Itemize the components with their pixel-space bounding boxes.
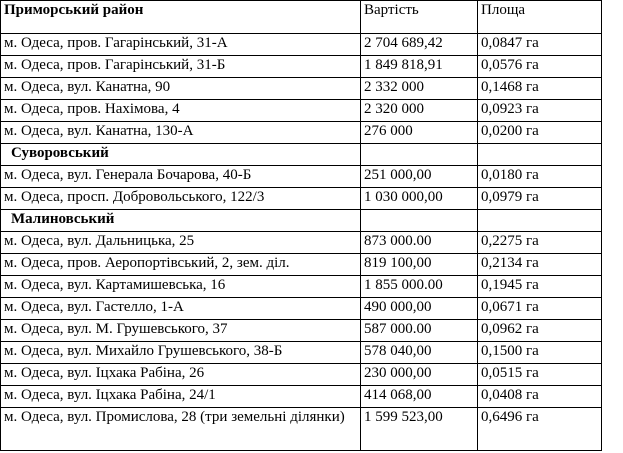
address-cell: м. Одеса, вул. Іцхака Рабіна, 26 bbox=[1, 364, 361, 386]
table-row bbox=[1, 364, 602, 386]
area-cell: 0,0979 га bbox=[478, 188, 602, 210]
address-cell: м. Одеса, вул. Картамишевська, 16 bbox=[1, 276, 361, 298]
address-cell: м. Одеса, вул. Канатна, 90 bbox=[1, 78, 361, 100]
table-row bbox=[1, 298, 602, 320]
section-title: Суворовський bbox=[1, 144, 361, 166]
address-cell: м. Одеса, вул. Гастелло, 1-А bbox=[1, 298, 361, 320]
area-cell: 0,0671 га bbox=[478, 298, 602, 320]
table-row bbox=[1, 122, 602, 144]
area-cell: 0,0847 га bbox=[478, 34, 602, 56]
address-cell: м. Одеса, вул. Канатна, 130-А bbox=[1, 122, 361, 144]
value-cell: 1 849 818,91 bbox=[361, 56, 478, 78]
table-row bbox=[1, 342, 602, 364]
table-row bbox=[1, 78, 602, 100]
value-cell: 1 599 523,00 bbox=[361, 408, 478, 451]
table-row bbox=[1, 232, 602, 254]
area-cell: 0,0515 га bbox=[478, 364, 602, 386]
table-row bbox=[1, 408, 602, 451]
section-row bbox=[1, 144, 602, 166]
value-cell: 251 000,00 bbox=[361, 166, 478, 188]
value-cell: 230 000,00 bbox=[361, 364, 478, 386]
value-cell: 819 100,00 bbox=[361, 254, 478, 276]
area-cell: 0,1500 га bbox=[478, 342, 602, 364]
empty-cell bbox=[478, 144, 602, 166]
table-row bbox=[1, 100, 602, 122]
value-column-header: Вартість bbox=[361, 1, 478, 34]
address-cell: м. Одеса, вул. Іцхака Рабіна, 24/1 bbox=[1, 386, 361, 408]
address-cell: м. Одеса, пров. Нахімова, 4 bbox=[1, 100, 361, 122]
value-cell: 490 000,00 bbox=[361, 298, 478, 320]
address-cell: м. Одеса, вул. Михайло Грушевського, 38-Б bbox=[1, 342, 361, 364]
value-cell: 414 068,00 bbox=[361, 386, 478, 408]
area-cell: 0,0962 га bbox=[478, 320, 602, 342]
address-cell: м. Одеса, пров. Гагарінський, 31-Б bbox=[1, 56, 361, 78]
address-cell: м. Одеса, пров. Гагарінський, 31-А bbox=[1, 34, 361, 56]
value-cell: 1 030 000,00 bbox=[361, 188, 478, 210]
table-row bbox=[1, 386, 602, 408]
area-cell: 0,0576 га bbox=[478, 56, 602, 78]
address-cell: м. Одеса, пров. Аеропортівський, 2, зем. діл. bbox=[1, 254, 361, 276]
value-cell: 873 000.00 bbox=[361, 232, 478, 254]
area-cell: 0,6496 га bbox=[478, 408, 602, 451]
area-cell: 0,0408 га bbox=[478, 386, 602, 408]
value-cell: 578 040,00 bbox=[361, 342, 478, 364]
empty-cell bbox=[361, 144, 478, 166]
empty-cell bbox=[478, 210, 602, 232]
address-cell: м. Одеса, вул. Промислова, 28 (три земельні ділянки) bbox=[1, 408, 361, 451]
address-cell: м. Одеса, просп. Добровольського, 122/3 bbox=[1, 188, 361, 210]
table-row bbox=[1, 34, 602, 56]
area-cell: 0,1468 га bbox=[478, 78, 602, 100]
area-cell: 0,2134 га bbox=[478, 254, 602, 276]
area-cell: 0,0200 га bbox=[478, 122, 602, 144]
section-row bbox=[1, 210, 602, 232]
value-cell: 276 000 bbox=[361, 122, 478, 144]
table-row bbox=[1, 276, 602, 298]
empty-cell bbox=[361, 210, 478, 232]
table-row bbox=[1, 320, 602, 342]
value-cell: 1 855 000.00 bbox=[361, 276, 478, 298]
area-cell: 0,0923 га bbox=[478, 100, 602, 122]
table-header-row bbox=[1, 1, 602, 34]
district-header: Приморський район bbox=[1, 1, 361, 34]
value-cell: 2 320 000 bbox=[361, 100, 478, 122]
address-cell: м. Одеса, вул. Дальницька, 25 bbox=[1, 232, 361, 254]
address-cell: м. Одеса, вул. Генерала Бочарова, 40-Б bbox=[1, 166, 361, 188]
address-cell: м. Одеса, вул. М. Грушевського, 37 bbox=[1, 320, 361, 342]
section-title: Малиновський bbox=[1, 210, 361, 232]
table-row bbox=[1, 254, 602, 276]
area-cell: 0,2275 га bbox=[478, 232, 602, 254]
table-row bbox=[1, 56, 602, 78]
table-row bbox=[1, 166, 602, 188]
value-cell: 587 000.00 bbox=[361, 320, 478, 342]
value-cell: 2 704 689,42 bbox=[361, 34, 478, 56]
area-column-header: Площа bbox=[478, 1, 602, 34]
area-cell: 0,0180 га bbox=[478, 166, 602, 188]
table-row bbox=[1, 188, 602, 210]
value-cell: 2 332 000 bbox=[361, 78, 478, 100]
area-cell: 0,1945 га bbox=[478, 276, 602, 298]
